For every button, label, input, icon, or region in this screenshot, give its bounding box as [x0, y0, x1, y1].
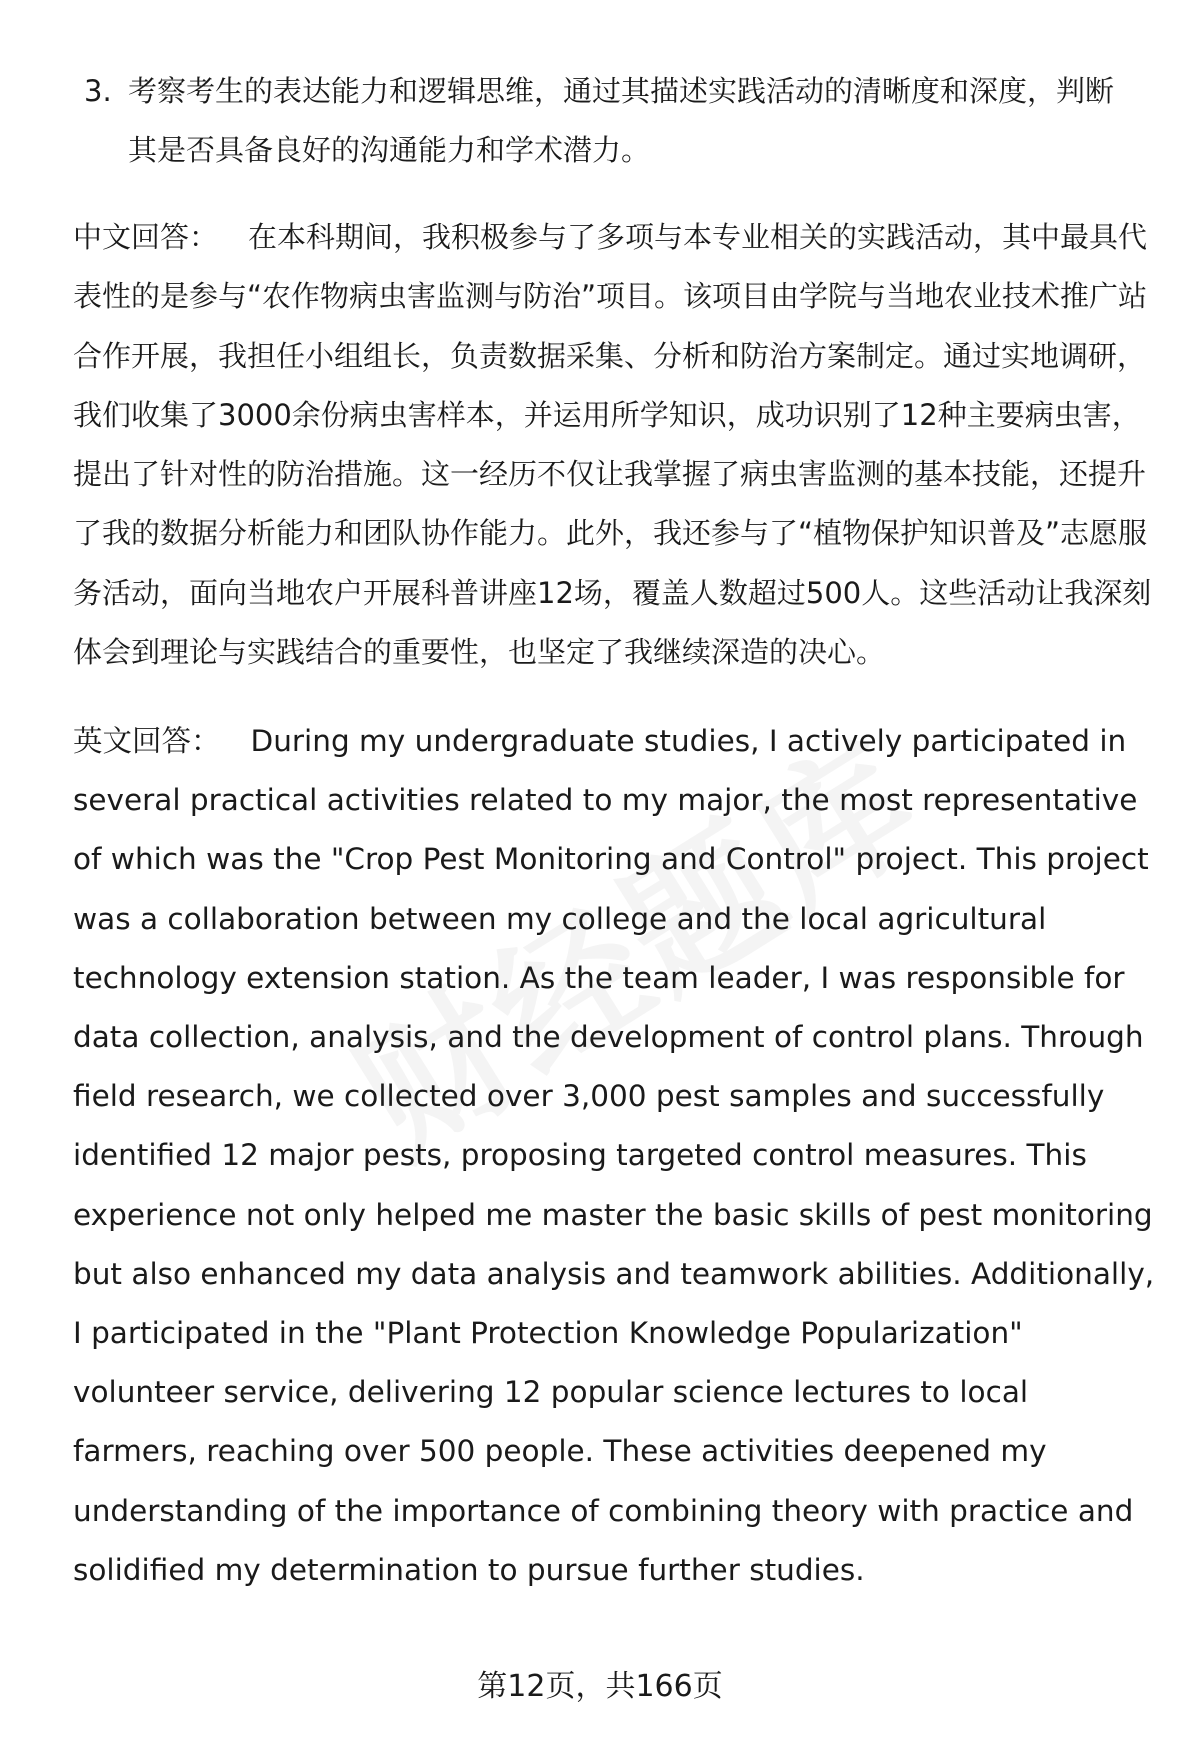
english-answer-text: During my undergraduate studies, I actively participated in several practical activities related to my major, the most representative of which was the "Crop Pest Monitoring and Control" project. This project was a collaboration between my college and the local agricultural technology extension station. As the team leader, I was responsible for data collection, analysis, and the development of control plans. Through field research, we collected over 3,000 pest samples and successfully identified 12 major pests, proposing targeted control measures. This experience not only helped me master the basic skills of pest monitoring but also enhanced my data analysis and teamwork abilities. Additionally, I participated in the "Plant Protection Knowledge Popularization" volunteer service, delivering 12 popular science lectures to local farmers, reaching over 500 people. These activities deepened my understanding of the importance of combining theory with practice and solidified my determination to pursue further studies. [73, 724, 1155, 1587]
list-item-text: 考察考生的表达能力和逻辑思维，通过其描述实践活动的清晰度和深度，判断其是否具备良好的沟通能力和学术潜力。 [128, 74, 1115, 167]
list-item-number: 3. [84, 74, 112, 108]
english-answer-paragraph [73, 712, 1158, 1600]
chinese-answer-text: 在本科期间，我积极参与了多项与本专业相关的实践活动，其中最具代表性的是参与“农作物病虫害监测与防治”项目。该项目由学院与当地农业技术推广站合作开展，我担任小组组长，负责数据采集、分析和防治方案制定。通过实地调研，我们收集了3000余份病虫害样本，并运用所学知识，成功识别了12种主要病虫害，提出了针对性的防治措施。这一经历不仅让我掌握了病虫害监测的基本技能，还提升了我的数据分析能力和团队协作能力。此外，我还参与了“植物保护知识普及”志愿服务活动，面向当地农户开展科普讲座12场，覆盖人数超过500人。这些活动让我深刻体会到理论与实践结合的重要性，也坚定了我继续深造的决心。 [73, 220, 1152, 670]
chinese-answer-label: 中文回答： [73, 220, 219, 254]
page-number-footer: 第12页，共166页 [477, 1669, 723, 1704]
english-answer-label: 英文回答： [73, 724, 221, 758]
chinese-answer-paragraph [73, 208, 1158, 682]
question-list-item [78, 62, 1148, 180]
